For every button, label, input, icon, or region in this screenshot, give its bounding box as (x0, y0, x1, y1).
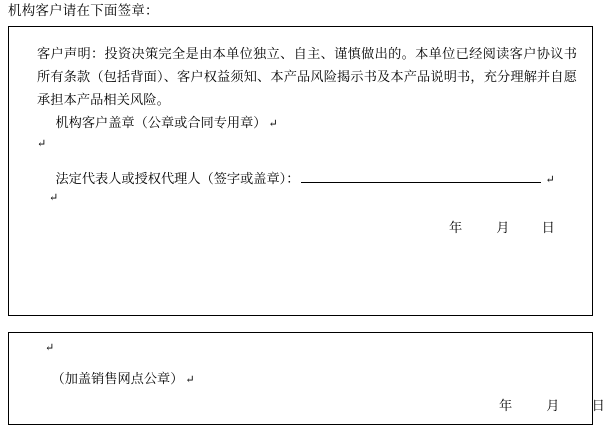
client-signature-box (8, 26, 593, 316)
pilcrow-icon: ↵ (45, 342, 55, 354)
pilcrow-icon: ↵ (37, 138, 47, 150)
pilcrow-icon: ↵ (49, 192, 59, 204)
org-seal-label-text: 机构客户盖章（公章或合同专用章） (55, 115, 267, 130)
page-title: 机构客户请在下面签章： (8, 3, 159, 18)
signature-underline[interactable] (301, 169, 541, 183)
date-month-label: 月 (546, 398, 560, 413)
date-year-label: 年 (499, 398, 513, 413)
date-field-main (449, 217, 555, 236)
date-year-label: 年 (449, 220, 463, 235)
date-day-label: 日 (541, 220, 555, 235)
sales-outlet-label (37, 367, 195, 392)
org-seal-label (37, 111, 278, 136)
legal-rep-label: 法定代表人或授权代理人（签字或盖章）： (55, 171, 300, 186)
sales-outlet-stamp-box (8, 332, 605, 425)
client-declaration-text: 客户声明：投资决策完全是由本单位独立、自主、谨慎做出的。本单位已经阅读客户协议书所有条款（包括背面）、客户权益须知、本产品风险揭示书及本产品说明书，充分理解并自愿承担本产品相关风险。 (37, 46, 577, 107)
pilcrow-icon: ↵ (545, 174, 555, 186)
pilcrow-icon: ↵ (268, 118, 278, 130)
sales-outlet-label-text: （加盖销售网点公章） (51, 371, 184, 386)
pilcrow-icon: ↵ (185, 374, 195, 386)
date-month-label: 月 (496, 220, 510, 235)
legal-rep-line (37, 167, 555, 192)
date-field-stamp (499, 395, 605, 414)
date-day-label: 日 (591, 398, 605, 413)
